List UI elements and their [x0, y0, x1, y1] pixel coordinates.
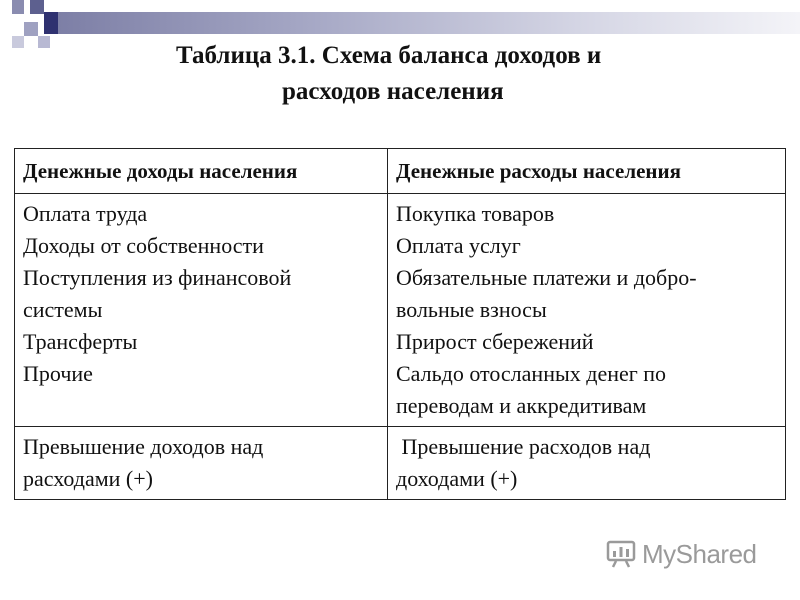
decor-square	[38, 36, 50, 48]
table-row	[15, 194, 786, 427]
decor-square	[24, 22, 38, 36]
list-item: Оплата труда	[23, 201, 148, 226]
income-items-cell	[15, 194, 388, 427]
list-item: Обязательные платежи и добро-	[396, 265, 697, 290]
list-item: Доходы от собственности	[23, 233, 264, 258]
decor-square	[44, 12, 58, 34]
myshared-logo-icon	[606, 539, 636, 569]
decor-square	[12, 0, 24, 14]
title-line-2: расходов населения	[282, 78, 504, 105]
title-line-1: Таблица 3.1. Схема баланса доходов и	[176, 42, 602, 69]
list-item: переводам и аккредитивам	[396, 393, 647, 418]
list-item: Поступления из финансовой	[23, 265, 292, 290]
list-item: вольные взносы	[396, 297, 547, 322]
list-item: Оплата услуг	[396, 233, 521, 258]
watermark-text: MyShared	[642, 538, 757, 569]
expense-header: Денежные расходы населения	[388, 149, 786, 194]
myshared-watermark	[606, 536, 757, 572]
expense-surplus-cell	[388, 427, 786, 500]
list-item: Превышение доходов над	[23, 434, 264, 459]
decor-square	[12, 36, 24, 48]
list-item: Прочие	[23, 361, 93, 386]
list-item: Прирост сбережений	[396, 329, 594, 354]
list-item: Трансферты	[23, 329, 138, 354]
list-item: доходами (+)	[396, 466, 518, 491]
decor-square	[30, 0, 44, 14]
table-row	[15, 427, 786, 500]
expense-items-cell	[388, 194, 786, 427]
income-surplus-cell	[15, 427, 388, 500]
list-item: системы	[23, 297, 103, 322]
list-item: Сальдо отосланных денег по	[396, 361, 667, 386]
header-gradient-band	[58, 12, 800, 34]
balance-table	[14, 148, 786, 500]
page-title	[120, 38, 760, 110]
table-header-row	[15, 149, 786, 194]
income-header: Денежные доходы населения	[15, 149, 388, 194]
list-item: Превышение расходов над	[396, 434, 651, 459]
list-item: расходами (+)	[23, 466, 153, 491]
list-item: Покупка товаров	[396, 201, 555, 226]
